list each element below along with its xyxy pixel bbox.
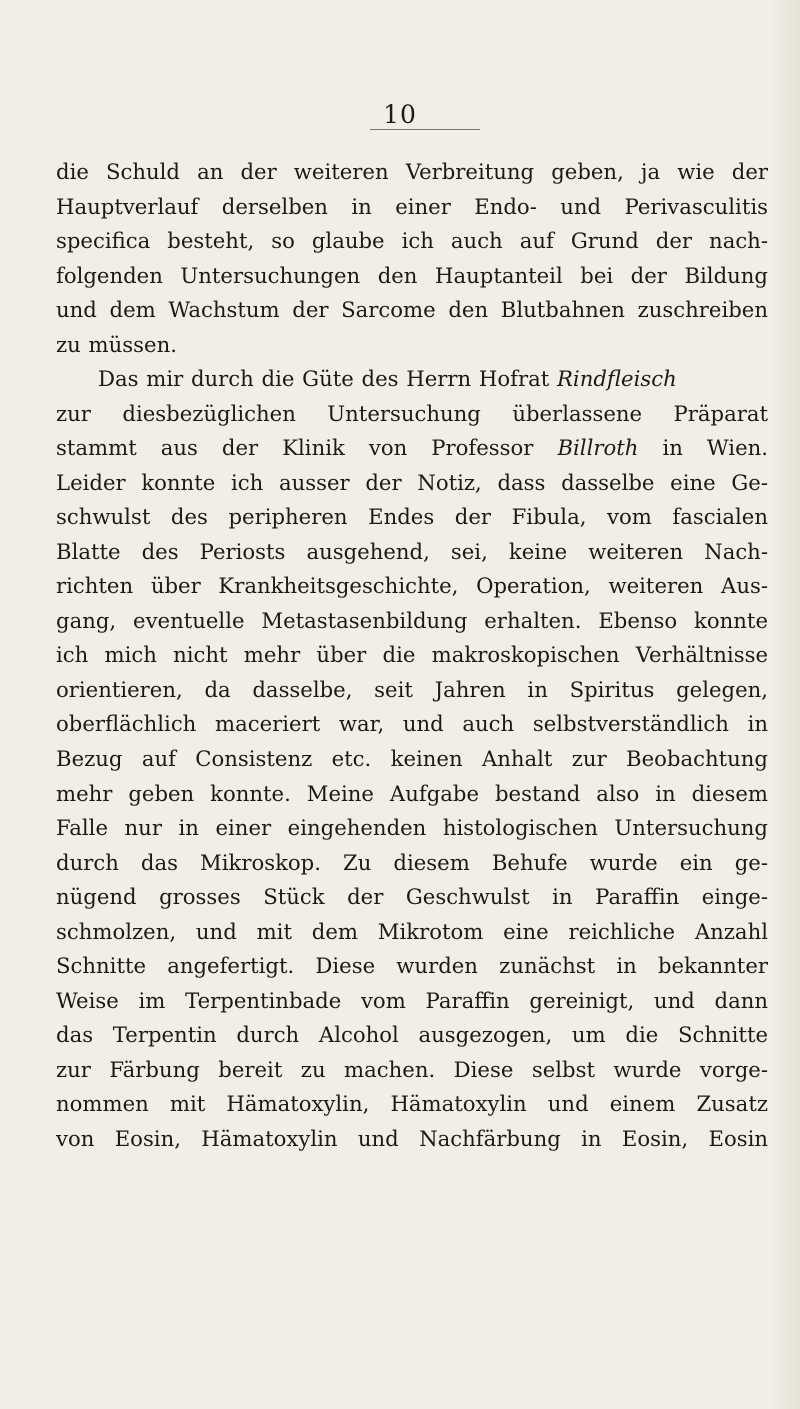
- text-segment: Das mir durch die Güte des Herrn Hofrat: [98, 366, 557, 391]
- text-line: das Terpentin durch Alcohol ausgezogen, um die Schnitte: [56, 1022, 768, 1048]
- text-line: oberflächlich maceriert war, und auch selbstverständlich in: [56, 711, 768, 737]
- name-rindfleisch: Rindfleisch: [556, 366, 677, 391]
- text-line: specifica besteht, so glaube ich auch auf Grund der nach-: [56, 228, 768, 254]
- text-line: von Eosin, Hämatoxylin und Nachfärbung in Eosin, Eosin: [56, 1126, 768, 1152]
- text-line: mehr geben konnte. Meine Aufgabe bestand also in diesem: [56, 780, 768, 806]
- text-line: nommen mit Hämatoxylin, Hämatoxylin und einem Zusatz: [56, 1091, 768, 1117]
- text-line: zu müssen.: [56, 331, 177, 357]
- text-line: ich mich nicht mehr über die makroskopischen Verhältnisse: [56, 642, 768, 668]
- text-line: orientieren, da dasselbe, seit Jahren in Spiritus gelegen,: [56, 676, 768, 702]
- text-line: richten über Krankheitsgeschichte, Operation, weiteren Aus-: [56, 573, 768, 599]
- text-line: schmolzen, und mit dem Mikrotom eine reichliche Anzahl: [56, 918, 768, 944]
- text-segment: in Wien.: [638, 435, 768, 461]
- text-line: [56, 431, 768, 466]
- page-number: 10: [383, 100, 417, 129]
- text-line: durch das Mikroskop. Zu diesem Behufe wurde ein ge-: [56, 849, 768, 875]
- text-line: gang, eventuelle Metastasenbildung erhalten. Ebenso konnte: [56, 607, 768, 633]
- text-segment: stammt aus der Klinik von Professor: [56, 435, 558, 461]
- text-line: [56, 362, 768, 397]
- text-line: Schnitte angefertigt. Diese wurden zunächst in bekannter: [56, 953, 768, 979]
- text-line: zur diesbezüglichen Untersuchung überlassene Präparat: [56, 400, 768, 426]
- page-number-rule: [370, 129, 480, 130]
- text-line: Blatte des Periosts ausgehend, sei, keine weiteren Nach-: [56, 538, 768, 564]
- page-edge-shadow: [770, 0, 800, 1409]
- text-line: schwulst des peripheren Endes der Fibula, vom fascialen: [56, 504, 768, 530]
- text-line: Falle nur in einer eingehenden histologischen Untersuchung: [56, 815, 768, 841]
- text-line: zur Färbung bereit zu machen. Diese selbst wurde vorge-: [56, 1056, 768, 1082]
- text-line: die Schuld an der weiteren Verbreitung geben, ja wie der: [56, 159, 768, 184]
- text-line: Hauptverlauf derselben in einer Endo- und Perivasculitis: [56, 193, 768, 219]
- text-line: folgenden Untersuchungen den Hauptanteil bei der Bildung: [56, 262, 768, 288]
- name-billroth: Billroth: [557, 435, 639, 461]
- text-line: und dem Wachstum der Sarcome den Blutbahnen zuschreiben: [56, 297, 768, 323]
- text-line: nügend grosses Stück der Geschwulst in Paraffin einge-: [56, 884, 768, 910]
- paragraph-2: [56, 362, 768, 1157]
- text-line: Weise im Terpentinbade vom Paraffin gereinigt, und dann: [56, 987, 768, 1013]
- text-line: Leider konnte ich ausser der Notiz, dass dasselbe eine Ge-: [56, 469, 768, 495]
- text-line: Bezug auf Consistenz etc. keinen Anhalt zur Beobachtung: [56, 746, 768, 772]
- paragraph-1: [56, 155, 768, 362]
